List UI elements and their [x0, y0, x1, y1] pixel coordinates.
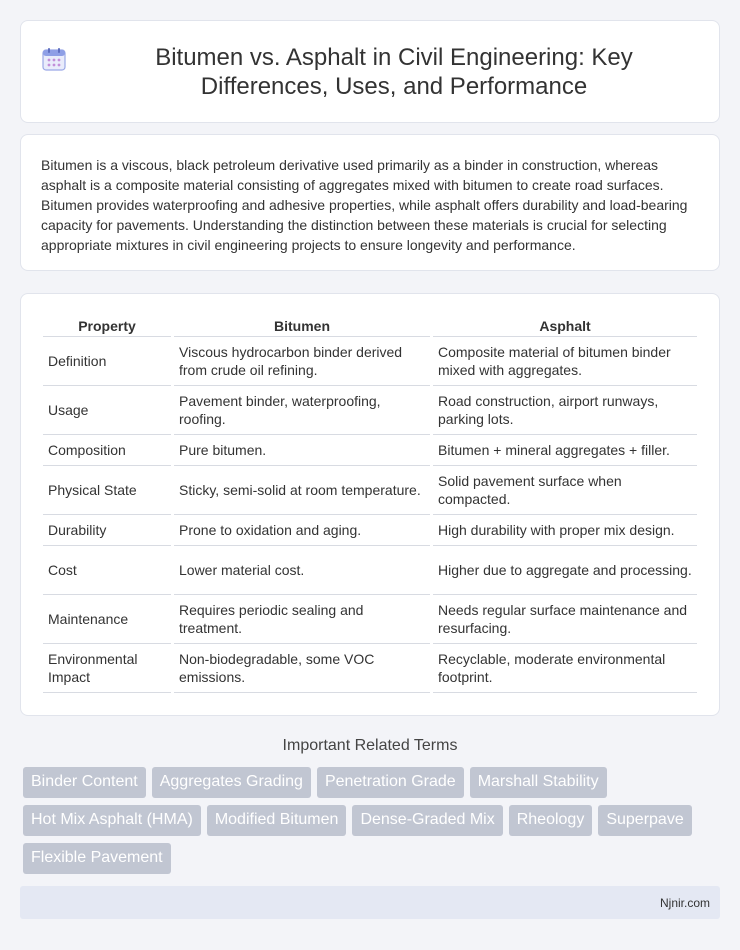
related-term-tag[interactable]: Rheology [509, 805, 593, 836]
page-title: Bitumen vs. Asphalt in Civil Engineering: Key Differences, Uses, and Performance [155, 43, 633, 100]
table-cell-property: Cost [43, 546, 171, 595]
header-card [20, 20, 720, 123]
table-row [43, 386, 697, 435]
table-cell-asphalt: Higher due to aggregate and processing. [433, 546, 697, 595]
footer-site-link[interactable]: Njnir.com [659, 895, 710, 910]
intro-card [20, 134, 720, 271]
table-row [43, 644, 697, 693]
table-cell-bitumen: Requires periodic sealing and treatment. [174, 595, 430, 644]
comparison-table-card [20, 293, 720, 716]
table-row [43, 515, 697, 546]
related-term-tag[interactable]: Aggregates Grading [152, 767, 311, 798]
table-row [43, 466, 697, 515]
table-cell-property: Environmental Impact [43, 644, 171, 693]
related-term-tag[interactable]: Modified Bitumen [207, 805, 347, 836]
table-cell-asphalt: Recyclable, moderate environmental footprint. [433, 644, 697, 693]
table-cell-bitumen: Pure bitumen. [174, 435, 430, 466]
table-cell-asphalt: Needs regular surface maintenance and resurfacing. [433, 595, 697, 644]
table-row [43, 435, 697, 466]
related-term-tag[interactable]: Flexible Pavement [23, 843, 171, 874]
table-cell-property: Physical State [43, 466, 171, 515]
column-header-property: Property [43, 316, 171, 337]
table-cell-bitumen: Pavement binder, waterproofing, roofing. [174, 386, 430, 435]
table-cell-property: Maintenance [43, 595, 171, 644]
column-header-asphalt: Asphalt [433, 316, 697, 337]
table-cell-asphalt: Composite material of bitumen binder mixed with aggregates. [433, 337, 697, 386]
table-cell-asphalt: Road construction, airport runways, parking lots. [433, 386, 697, 435]
related-term-tag[interactable]: Binder Content [23, 767, 146, 798]
table-header-row [43, 316, 697, 337]
comparison-table [40, 316, 700, 693]
table-row [43, 337, 697, 386]
related-term-tag[interactable]: Dense-Graded Mix [352, 805, 502, 836]
table-cell-bitumen: Prone to oxidation and aging. [174, 515, 430, 546]
related-terms-list [23, 767, 723, 874]
table-cell-bitumen: Lower material cost. [174, 546, 430, 595]
table-cell-property: Composition [43, 435, 171, 466]
table-cell-asphalt: Solid pavement surface when compacted. [433, 466, 697, 515]
related-terms-heading: Important Related Terms [282, 737, 458, 754]
table-cell-asphalt: High durability with proper mix design. [433, 515, 697, 546]
intro-paragraph: Bitumen is a viscous, black petroleum derivative used primarily as a binder in construction, whereas asphalt is a composite material consisting of aggregates mixed with bitumen to create road surfaces. Bitumen provides waterproofing and adhesive properties, while asphalt offers durability and load-bearing capacity for pavements. Understanding the distinction between these materials is crucial for selecting appropriate mixtures in civil engineering projects to ensure longevity and performance. [41, 157, 688, 253]
table-cell-asphalt: Bitumen + mineral aggregates + filler. [433, 435, 697, 466]
table-cell-bitumen: Non-biodegradable, some VOC emissions. [174, 644, 430, 693]
column-header-bitumen: Bitumen [174, 316, 430, 337]
table-cell-bitumen: Viscous hydrocarbon binder derived from crude oil refining. [174, 337, 430, 386]
related-term-tag[interactable]: Penetration Grade [317, 767, 464, 798]
table-cell-property: Durability [43, 515, 171, 546]
related-term-tag[interactable]: Marshall Stability [470, 767, 607, 798]
calendar-icon [41, 46, 67, 72]
table-cell-bitumen: Sticky, semi-solid at room temperature. [174, 466, 430, 515]
footer-bar [20, 886, 720, 919]
table-row [43, 595, 697, 644]
table-cell-property: Definition [43, 337, 171, 386]
table-cell-property: Usage [43, 386, 171, 435]
table-row [43, 546, 697, 595]
related-term-tag[interactable]: Superpave [598, 805, 691, 836]
related-term-tag[interactable]: Hot Mix Asphalt (HMA) [23, 805, 201, 836]
